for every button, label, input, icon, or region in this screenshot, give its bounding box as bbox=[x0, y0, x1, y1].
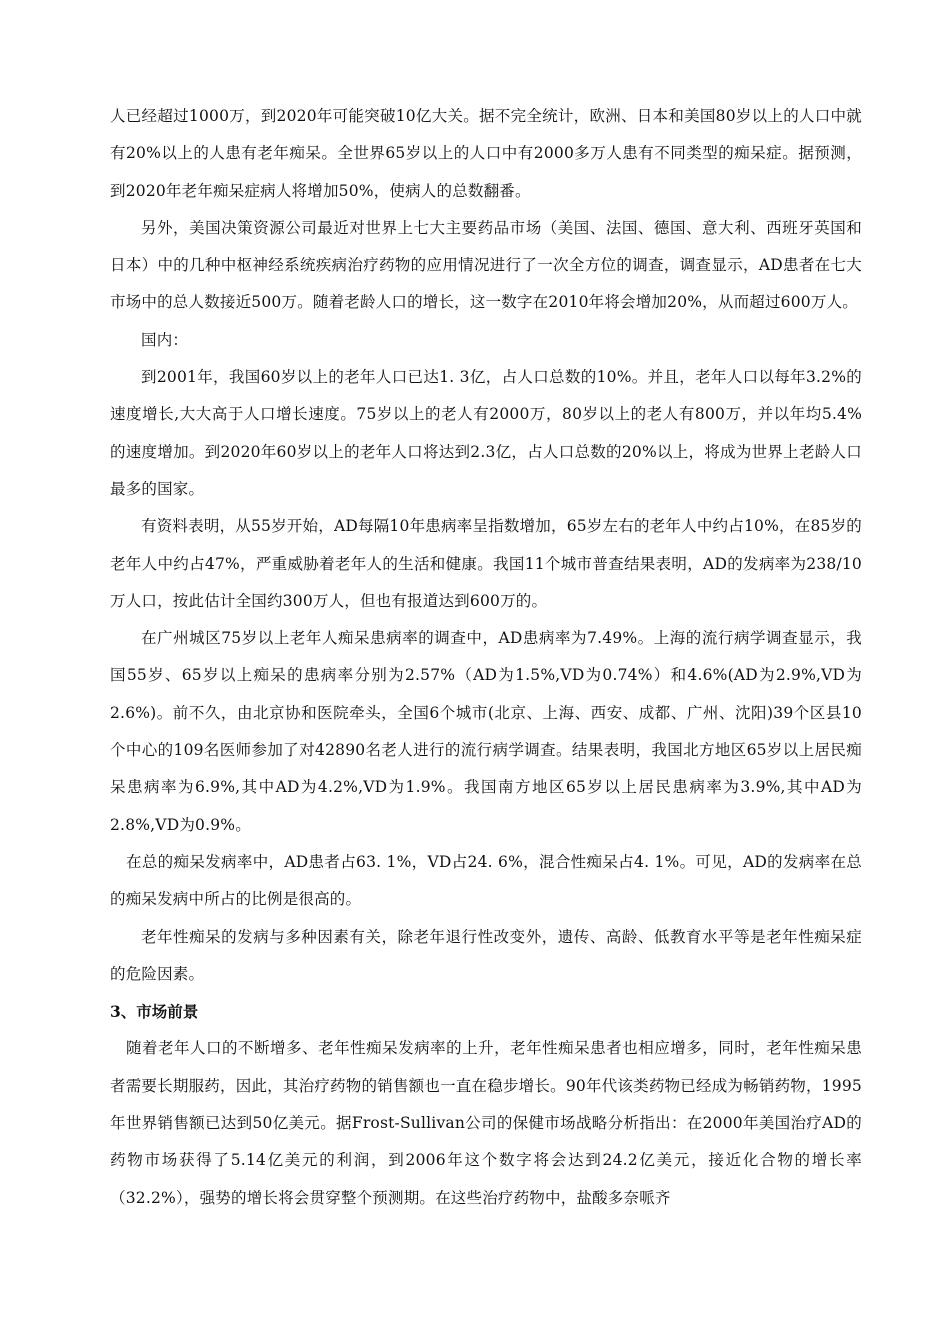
paragraph-china-aging: 到2001年，我国60岁以上的老年人口已达1. 3亿，占人口总数的10%。并且，老年人口以每年3.2%的速度增长,大大高于人口增长速度。75岁以上的老人有2000万，80岁以上的老人有800万，并以年均5.4%的速度增加。到2020年60岁以上的老年人口将达到2.3亿，占人口总数的20%以上，将成为世界上老龄人口最多的国家。 bbox=[110, 368, 862, 498]
paragraph-global-statistics: 人已经超过1000万，到2020年可能突破10亿大关。据不完全统计，欧洲、日本和美国80岁以上的人口中就有20%以上的人患有老年痴呆。全世界65岁以上的人口中有2000多万人患有不同类型的痴呆症。据预测，到2020年老年痴呆症病人将增加50%，使病人的总数翻番。 bbox=[110, 107, 862, 200]
document-page bbox=[110, 98, 862, 1217]
paragraph-domestic-label: 国内： bbox=[141, 330, 189, 349]
paragraph-ad-incidence: 有资料表明，从55岁开始，AD每隔10年患病率呈指数增加，65岁左右的老年人中约占10%，在85岁的老年人中约占47%，严重威胁着老年人的生活和健康。我国11个城市普查结果表明，AD的发病率为238/10万人口，按此估计全国约300万人，但也有报道达到600万的。 bbox=[110, 517, 862, 610]
paragraph-regional-survey: 在广州城区75岁以上老年人痴呆患病率的调查中，AD患病率为7.49%。上海的流行病学调查显示，我国55岁、65岁以上痴呆的患病率分别为2.57%（AD为1.5%,VD为0.74%）和4.6%(AD为2.9%,VD为2.6%)。前不久，由北京协和医院牵头，全国6个城市(北京、上海、西安、成都、广州、沈阳)39个区县10个中心的109名医师参加了对42890名老人进行的流行病学调查。结果表明，我国北方地区65岁以上居民痴呆患病率为6.9%,其中AD为4.2%,VD为1.9%。我国南方地区65岁以上居民患病率为3.9%,其中AD为2.8%,VD为0.9%。 bbox=[110, 629, 862, 834]
paragraph-ad-proportion: 在总的痴呆发病率中，AD患者占63. 1%，VD占24. 6%，混合性痴呆占4. 1%。可见，AD的发病率在总的痴呆发病中所占的比例是很高的。 bbox=[110, 852, 862, 909]
paragraph-seven-markets: 另外，美国决策资源公司最近对世界上七大主要药品市场（美国、法国、德国、意大利、西班牙英国和日本）中的几种中枢神经系统疾病治疗药物的应用情况进行了一次全方位的调查，调查显示，AD患者在七大市场中的总人数接近500万。随着老龄人口的增长，这一数字在2010年将会增加20%，从而超过600万人。 bbox=[110, 218, 862, 312]
paragraph-market-outlook: 随着老年人口的不断增多、老年性痴呆发病率的上升，老年性痴呆患者也相应增多，同时，老年性痴呆患者需要长期服药，因此，其治疗药物的销售额也一直在稳步增长。90年代该类药物已经成为畅销药物，1995年世界销售额已达到50亿美元。据Frost-Sullivan公司的保健市场战略分析指出：在2000年美国治疗AD的药物市场获得了5.14亿美元的利润，到2006年这个数字将会达到24.2亿美元，接近化合物的增长率（32.2%），强势的增长将会贯穿整个预测期。在这些治疗药物中，盐酸多奈哌齐 bbox=[110, 1039, 862, 1207]
section-heading-market-outlook: 3、市场前景 bbox=[110, 1002, 199, 1022]
paragraph-risk-factors: 老年性痴呆的发病与多种因素有关，除老年退行性改变外，遗传、高龄、低教育水平等是老年性痴呆症的危险因素。 bbox=[110, 927, 862, 983]
